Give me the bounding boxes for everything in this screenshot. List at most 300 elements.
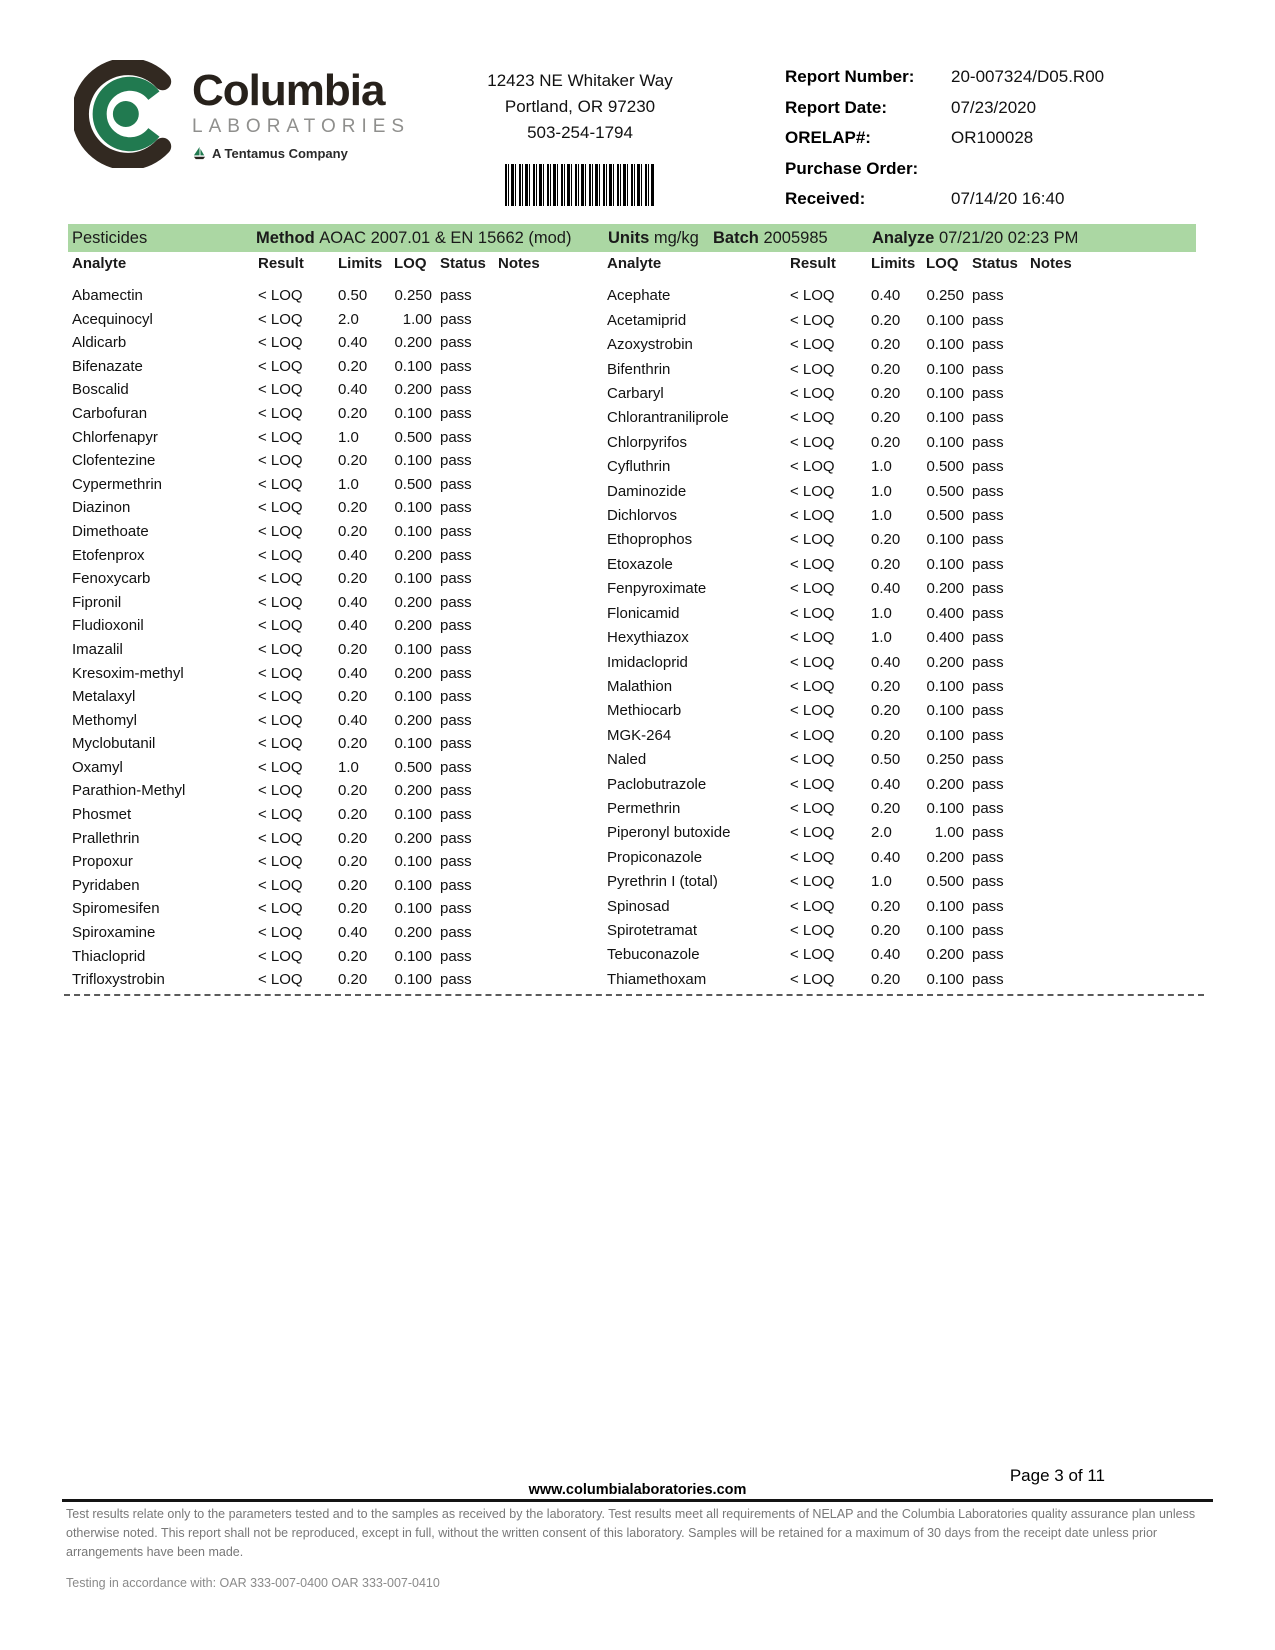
analyte-name: Spiromesifen — [72, 900, 160, 918]
status-value: pass — [440, 570, 472, 588]
barcode — [505, 164, 655, 206]
loq-value: 0.100 — [926, 726, 964, 744]
analyte-row — [72, 520, 595, 544]
status-value: pass — [972, 921, 1004, 939]
result-value: < LOQ — [258, 593, 303, 611]
status-value: pass — [440, 593, 472, 611]
limit-value: 0.20 — [871, 311, 901, 329]
analyte-row — [72, 378, 595, 402]
result-value: < LOQ — [790, 946, 835, 964]
analyte-name: Cypermethrin — [72, 475, 163, 493]
analyte-row — [607, 967, 1130, 991]
analyte-name: Propiconazole — [607, 848, 703, 866]
result-value: < LOQ — [258, 617, 303, 635]
loq-value: 0.200 — [394, 617, 432, 635]
status-value: pass — [972, 336, 1004, 354]
notes-value — [498, 520, 595, 544]
analyte-row — [607, 797, 1130, 821]
result-value: < LOQ — [790, 970, 835, 988]
analyte-name: Acetamiprid — [607, 311, 687, 329]
analyte-row — [72, 803, 595, 827]
limit-value: 0.40 — [871, 946, 901, 964]
col-header-notes: Notes — [498, 255, 540, 272]
analyte-name: Fenpyroximate — [607, 580, 707, 598]
status-value: pass — [440, 735, 472, 753]
sailboat-icon — [192, 146, 207, 161]
logo-tagline — [192, 146, 410, 161]
result-value: < LOQ — [258, 310, 303, 328]
result-value: < LOQ — [790, 848, 835, 866]
orelap-value: OR100028 — [951, 128, 1034, 147]
notes-value — [498, 756, 595, 780]
limit-value: 0.20 — [338, 688, 368, 706]
analyte-name: Paclobutrazole — [607, 775, 707, 793]
status-value: pass — [972, 677, 1004, 695]
analyte-row — [607, 870, 1130, 894]
notes-value — [1030, 797, 1130, 821]
col-header-status: Status — [972, 255, 1018, 272]
limit-value: 0.40 — [338, 593, 368, 611]
limit-value: 0.20 — [871, 385, 901, 403]
status-value: pass — [972, 287, 1004, 305]
limit-value: 0.20 — [338, 829, 368, 847]
status-value: pass — [440, 428, 472, 446]
limit-value: 0.20 — [871, 677, 901, 695]
analyte-row — [72, 591, 595, 615]
analyte-row — [607, 626, 1130, 650]
units-value: mg/kg — [653, 229, 699, 247]
result-value: < LOQ — [258, 546, 303, 564]
received-label: Received: — [785, 189, 866, 208]
loq-value: 0.100 — [926, 970, 964, 988]
result-value: < LOQ — [790, 507, 835, 525]
limit-value: 0.40 — [338, 924, 368, 942]
loq-value: 0.200 — [926, 653, 964, 671]
loq-value: 0.100 — [926, 409, 964, 427]
status-value: pass — [440, 357, 472, 375]
analyte-name: Abamectin — [72, 287, 143, 304]
report-info-row — [785, 127, 1104, 148]
limit-value: 0.20 — [338, 640, 368, 658]
notes-value — [1030, 308, 1130, 332]
limit-value: 0.20 — [871, 726, 901, 744]
analyte-row — [607, 821, 1130, 845]
analyte-name: Imazalil — [72, 640, 123, 658]
notes-value — [1030, 552, 1130, 576]
col-header-status: Status — [440, 255, 486, 272]
loq-value: 0.250 — [926, 751, 964, 769]
analyte-row — [72, 614, 595, 638]
analyte-name: Permethrin — [607, 799, 681, 817]
loq-value: 0.100 — [394, 853, 432, 871]
loq-value: 0.100 — [394, 640, 432, 658]
status-value: pass — [440, 310, 472, 328]
status-value: pass — [440, 688, 472, 706]
logo-text — [192, 60, 410, 161]
notes-value — [1030, 967, 1130, 991]
status-value: pass — [972, 775, 1004, 793]
result-value: < LOQ — [258, 428, 303, 446]
status-value: pass — [972, 433, 1004, 451]
status-value: pass — [440, 404, 472, 422]
notes-value — [1030, 382, 1130, 406]
notes-value — [498, 709, 595, 733]
method-field — [256, 224, 572, 252]
analyte-name: Flonicamid — [607, 604, 680, 622]
result-value: < LOQ — [790, 897, 835, 915]
loq-value: 0.100 — [926, 336, 964, 354]
result-value: < LOQ — [258, 287, 303, 304]
loq-value: 0.100 — [394, 404, 432, 422]
status-value: pass — [440, 287, 472, 304]
status-value: pass — [440, 452, 472, 470]
analyte-row — [607, 504, 1130, 528]
status-value: pass — [972, 873, 1004, 891]
section-title: Pesticides — [72, 229, 148, 247]
loq-value: 0.100 — [394, 947, 432, 965]
status-value: pass — [972, 726, 1004, 744]
analyte-row — [607, 528, 1130, 552]
result-value: < LOQ — [258, 758, 303, 776]
status-value: pass — [440, 971, 472, 989]
analyte-name: Imidacloprid — [607, 653, 688, 671]
notes-value — [1030, 504, 1130, 528]
batch-label: Batch — [713, 229, 759, 247]
analyte-name: Hexythiazox — [607, 629, 689, 647]
analyte-row — [607, 675, 1130, 699]
status-value: pass — [972, 751, 1004, 769]
loq-value: 0.200 — [926, 775, 964, 793]
analyte-name: Azoxystrobin — [607, 336, 693, 354]
analyte-row — [72, 662, 595, 686]
status-value: pass — [440, 499, 472, 517]
status-value: pass — [440, 947, 472, 965]
notes-value — [1030, 870, 1130, 894]
analyte-row — [607, 772, 1130, 796]
result-value: < LOQ — [790, 336, 835, 354]
notes-value — [1030, 284, 1130, 308]
status-value: pass — [972, 848, 1004, 866]
analyte-row — [72, 685, 595, 709]
status-value: pass — [440, 522, 472, 540]
col-header-loq: LOQ — [926, 255, 959, 272]
limit-value: 1.0 — [871, 604, 892, 622]
limit-value: 0.20 — [871, 360, 901, 378]
notes-value — [498, 544, 595, 568]
loq-value: 0.200 — [926, 946, 964, 964]
limit-value: 0.20 — [871, 555, 901, 573]
report-info-row — [785, 158, 1104, 179]
status-value: pass — [440, 900, 472, 918]
loq-value: 0.500 — [926, 482, 964, 500]
result-value: < LOQ — [258, 853, 303, 871]
result-value: < LOQ — [258, 971, 303, 989]
limit-value: 0.20 — [338, 876, 368, 894]
analyte-row — [72, 779, 595, 803]
analyze-label: Analyze — [872, 229, 935, 247]
result-value: < LOQ — [790, 702, 835, 720]
notes-value — [498, 968, 595, 992]
analyte-row — [72, 756, 595, 780]
status-value: pass — [972, 702, 1004, 720]
analyte-row — [72, 874, 595, 898]
limit-value: 0.40 — [871, 775, 901, 793]
analyte-name: Methomyl — [72, 711, 138, 729]
loq-value: 0.100 — [926, 531, 964, 549]
analyte-name: Malathion — [607, 677, 673, 695]
result-value: < LOQ — [258, 900, 303, 918]
notes-value — [1030, 430, 1130, 454]
loq-value: 0.100 — [926, 360, 964, 378]
notes-value — [498, 921, 595, 945]
analyze-field — [872, 224, 1079, 252]
loq-value: 0.100 — [926, 702, 964, 720]
limit-value: 0.20 — [871, 336, 901, 354]
method-value: AOAC 2007.01 & EN 15662 (mod) — [319, 229, 572, 247]
loq-value: 0.200 — [394, 924, 432, 942]
analyte-row — [607, 333, 1130, 357]
result-value: < LOQ — [790, 873, 835, 891]
loq-value: 0.500 — [394, 475, 432, 493]
notes-value — [1030, 845, 1130, 869]
analyte-row — [72, 827, 595, 851]
analyte-row — [607, 382, 1130, 406]
status-value: pass — [440, 782, 472, 800]
result-value: < LOQ — [790, 629, 835, 647]
limit-value: 1.0 — [871, 873, 892, 891]
loq-value: 0.200 — [394, 334, 432, 352]
results-tables — [72, 254, 1130, 992]
limit-value: 0.20 — [338, 404, 368, 422]
result-value: < LOQ — [790, 604, 835, 622]
report-number-label: Report Number: — [785, 67, 915, 86]
notes-value — [1030, 894, 1130, 918]
analyte-row — [72, 402, 595, 426]
analyte-row — [72, 567, 595, 591]
loq-value: 0.400 — [926, 629, 964, 647]
notes-value — [1030, 943, 1130, 967]
notes-value — [1030, 406, 1130, 430]
limit-value: 1.0 — [338, 428, 359, 446]
analyte-name: Tebuconazole — [607, 946, 700, 964]
col-header-limits: Limits — [338, 255, 383, 272]
loq-value: 0.200 — [394, 381, 432, 399]
analyte-row — [607, 601, 1130, 625]
result-value: < LOQ — [790, 433, 835, 451]
notes-value — [498, 897, 595, 921]
analyte-name: Carbaryl — [607, 385, 664, 403]
loq-value: 0.100 — [394, 522, 432, 540]
report-info — [785, 66, 1104, 219]
col-header-notes: Notes — [1030, 255, 1072, 272]
received-value: 07/14/20 16:40 — [951, 189, 1065, 208]
col-header-analyte: Analyte — [607, 255, 662, 272]
loq-value: 0.200 — [926, 580, 964, 598]
limit-value: 0.40 — [338, 664, 368, 682]
section-end-dashed-line — [64, 994, 1204, 996]
loq-value: 0.400 — [926, 604, 964, 622]
page-number: Page 3 of 11 — [1009, 1466, 1105, 1485]
analyte-name: MGK-264 — [607, 726, 672, 744]
limit-value: 2.0 — [871, 824, 892, 842]
limit-value: 0.50 — [871, 751, 901, 769]
logo-subtitle: LABORATORIES — [192, 116, 411, 137]
status-value: pass — [440, 829, 472, 847]
result-value: < LOQ — [258, 334, 303, 352]
loq-value: 0.250 — [926, 287, 964, 305]
status-value: pass — [440, 334, 472, 352]
loq-value: 0.100 — [394, 688, 432, 706]
result-value: < LOQ — [258, 829, 303, 847]
loq-value: 1.00 — [934, 824, 964, 842]
status-value: pass — [440, 711, 472, 729]
limit-value: 0.20 — [338, 522, 368, 540]
notes-value — [1030, 650, 1130, 674]
notes-value — [1030, 723, 1130, 747]
limit-value: 2.0 — [338, 310, 359, 328]
notes-value — [498, 591, 595, 615]
notes-value — [1030, 626, 1130, 650]
status-value: pass — [972, 555, 1004, 573]
address-line-2: Portland, OR 97230 — [504, 97, 656, 116]
limit-value: 0.40 — [338, 381, 368, 399]
lab-address — [420, 68, 740, 206]
table-header-row — [607, 254, 1130, 284]
analyte-name: Spinosad — [607, 897, 670, 915]
notes-value — [1030, 577, 1130, 601]
notes-value — [498, 378, 595, 402]
limit-value: 0.20 — [338, 499, 368, 517]
analyte-name: Trifloxystrobin — [72, 971, 165, 989]
status-value: pass — [972, 385, 1004, 403]
batch-field — [713, 224, 828, 252]
analyte-name: Clofentezine — [72, 452, 156, 470]
status-value: pass — [972, 531, 1004, 549]
analyte-name: Myclobutanil — [72, 735, 156, 753]
notes-value — [498, 567, 595, 591]
analyte-row — [72, 284, 595, 308]
result-value: < LOQ — [258, 522, 303, 540]
analyte-name: Methiocarb — [607, 702, 682, 720]
notes-value — [498, 331, 595, 355]
result-value: < LOQ — [790, 799, 835, 817]
limit-value: 0.20 — [338, 452, 368, 470]
analyte-row — [607, 919, 1130, 943]
notes-value — [1030, 748, 1130, 772]
limit-value: 0.20 — [871, 531, 901, 549]
orelap-label: ORELAP#: — [785, 128, 871, 147]
loq-value: 0.100 — [394, 900, 432, 918]
status-value: pass — [440, 546, 472, 564]
notes-value — [498, 803, 595, 827]
limit-value: 0.20 — [871, 799, 901, 817]
loq-value: 0.100 — [394, 570, 432, 588]
result-value: < LOQ — [258, 664, 303, 682]
report-date-value: 07/23/2020 — [951, 97, 1037, 117]
result-value: < LOQ — [790, 726, 835, 744]
status-value: pass — [440, 806, 472, 824]
limit-value: 0.20 — [338, 570, 368, 588]
limit-value: 0.20 — [871, 409, 901, 427]
result-value: < LOQ — [258, 452, 303, 470]
analyte-row — [607, 943, 1130, 967]
address-phone: 503-254-1794 — [527, 123, 633, 142]
disclaimer-text: Test results relate only to the parameters tested and to the samples as received by the laboratory. Test results meet all requirements of NELAP and the Columbia Laboratories quality assurance plan unless otherwise noted. This report shall not be reproduced, except in full, without the written consent of this laboratory. Samples will be retained for a maximum of 30 days from the receipt date unless prior arrangements have been made. — [66, 1507, 1196, 1559]
analyte-row — [72, 496, 595, 520]
analyte-name: Pyridaben — [72, 876, 140, 894]
analyte-name: Propoxur — [72, 853, 133, 871]
result-value: < LOQ — [790, 677, 835, 695]
limit-value: 0.20 — [338, 900, 368, 918]
loq-value: 0.100 — [394, 876, 432, 894]
analyte-row — [607, 845, 1130, 869]
notes-value — [498, 850, 595, 874]
analyte-name: Prallethrin — [72, 829, 140, 847]
notes-value — [498, 685, 595, 709]
analyte-row — [72, 921, 595, 945]
notes-value — [1030, 455, 1130, 479]
loq-value: 0.100 — [394, 357, 432, 375]
analyte-name: Thiacloprid — [72, 947, 146, 965]
status-value: pass — [440, 617, 472, 635]
limit-value: 0.50 — [338, 287, 368, 304]
status-value: pass — [972, 311, 1004, 329]
analyte-row — [72, 355, 595, 379]
report-info-row — [785, 188, 1104, 209]
analyte-name: Chlorfenapyr — [72, 428, 158, 446]
notes-value — [498, 945, 595, 969]
limit-value: 0.40 — [871, 580, 901, 598]
status-value: pass — [972, 629, 1004, 647]
pesticides-banner — [68, 224, 1196, 252]
analyte-row — [607, 699, 1130, 723]
notes-value — [1030, 528, 1130, 552]
units-label: Units — [608, 229, 650, 247]
limit-value: 0.20 — [338, 806, 368, 824]
loq-value: 0.500 — [394, 758, 432, 776]
analyte-row — [72, 638, 595, 662]
limit-value: 0.20 — [871, 702, 901, 720]
analyte-name: Fipronil — [72, 593, 122, 611]
limit-value: 0.20 — [338, 357, 368, 375]
batch-value: 2005985 — [763, 229, 828, 247]
analyte-name: Dimethoate — [72, 522, 149, 540]
result-value: < LOQ — [258, 475, 303, 493]
analyte-row — [607, 455, 1130, 479]
notes-value — [1030, 919, 1130, 943]
result-value: < LOQ — [790, 555, 835, 573]
notes-value — [498, 308, 595, 332]
notes-value — [1030, 699, 1130, 723]
analyte-name: Fludioxonil — [72, 617, 144, 635]
analyte-name: Ethoprophos — [607, 531, 693, 549]
loq-value: 0.100 — [926, 385, 964, 403]
status-value: pass — [440, 664, 472, 682]
result-value: < LOQ — [258, 806, 303, 824]
analyte-row — [607, 479, 1130, 503]
result-value: < LOQ — [258, 711, 303, 729]
result-value: < LOQ — [258, 876, 303, 894]
analyte-row — [72, 945, 595, 969]
loq-value: 0.250 — [394, 287, 432, 304]
website-url: www.columbialaboratories.com — [528, 1482, 747, 1498]
analyte-name: Acephate — [607, 287, 671, 305]
loq-value: 0.200 — [394, 664, 432, 682]
limit-value: 0.20 — [871, 433, 901, 451]
loq-value: 0.100 — [394, 971, 432, 989]
analyte-name: Pyrethrin I (total) — [607, 873, 718, 891]
analyte-name: Chlorpyrifos — [607, 433, 688, 451]
